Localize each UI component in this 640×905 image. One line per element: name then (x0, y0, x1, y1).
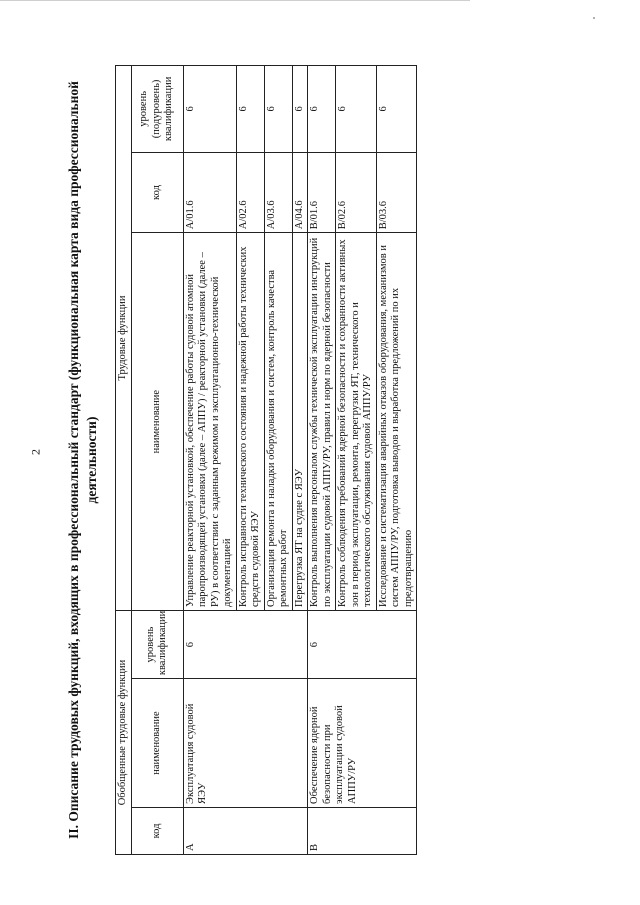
top-edge-line (0, 0, 470, 1)
function-name: Контроль выполнения персоналом службы технической эксплуатации инструкций по эксплуатации судовой АППУ/РУ, правил и норм по ядерной безопасности (308, 233, 336, 611)
table-row (308, 66, 336, 855)
function-level: 6 (236, 66, 264, 153)
function-level: 6 (264, 66, 292, 153)
function-level: 6 (336, 66, 377, 153)
rotated-page-content (65, 65, 565, 855)
page-number: 2 (28, 449, 43, 455)
scan-dot (593, 17, 595, 19)
function-name: Контроль исправности технического состояния и надежной работы технических средств судовой ЯЭУ (236, 233, 264, 611)
group-name: Обеспечение ядерной безопасности при эксплуатации судовой АППУ/РУ (308, 679, 417, 808)
function-code: B/02.6 (336, 152, 377, 233)
function-level: 6 (308, 66, 336, 153)
function-level: 6 (183, 66, 236, 153)
header-gen-name: наименование (131, 679, 183, 808)
function-name: Перегрузка ЯТ на судне с ЯЭУ (292, 233, 308, 611)
header-gen-code: код (131, 807, 183, 854)
group-name: Эксплуатация судовой ЯЭУ (183, 679, 308, 808)
function-level: 6 (376, 66, 417, 153)
group-level: 6 (183, 611, 308, 679)
header-labor-functions: Трудовые функции (116, 66, 132, 611)
function-code: B/01.6 (308, 152, 336, 233)
table-row (183, 66, 236, 855)
function-name: Исследование и систематизация аварийных отказов оборудования, механизмов и систем АППУ/РУ, подготовка выводов и выработка предложений по их предотвращению (376, 233, 417, 611)
header-func-name: наименование (131, 233, 183, 611)
group-code: B (308, 807, 417, 854)
function-code: B/03.6 (376, 152, 417, 233)
functional-map-table (115, 65, 417, 855)
function-level: 6 (292, 66, 308, 153)
header-func-code: код (131, 152, 183, 233)
function-code: A/04.6 (292, 152, 308, 233)
function-code: A/03.6 (264, 152, 292, 233)
section-title: II. Описание трудовых функций, входящих в профессиональный стандарт (функциональная карта вида профессиональной деятельности) (66, 81, 99, 839)
function-code: A/02.6 (236, 152, 264, 233)
function-name: Контроль соблюдения требований ядерной безопасности и сохранности активных зон в период эксплуатации, ремонта, перегрузки ЯТ, технического и технологического обслуживания судовой АППУ/РУ (336, 233, 377, 611)
group-code: A (183, 807, 308, 854)
header-generalized-functions: Обобщенные трудовые функции (116, 611, 132, 855)
group-level: 6 (308, 611, 417, 679)
header-gen-level: уровень квалификации (131, 611, 183, 679)
function-name: Организация ремонта и наладки оборудования и систем, контроль качества ремонтных работ (264, 233, 292, 611)
function-name: Управление реакторной установкой, обеспечение работы судовой атомной паропроизводящей установки (далее – АППУ) / реакторной установки (далее – РУ) в соответствии с заданным режимом и эксплуатационно-технической документацией (183, 233, 236, 611)
header-func-sublevel: уровень (подуровень) квалификации (131, 66, 183, 153)
function-code: A/01.6 (183, 152, 236, 233)
